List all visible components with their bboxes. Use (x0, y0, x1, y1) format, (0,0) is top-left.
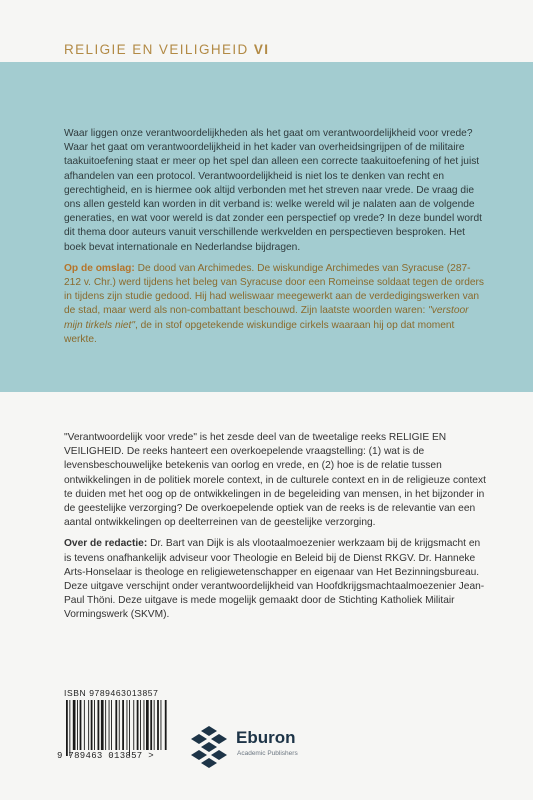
series-header (0, 0, 533, 60)
barcode-bar (88, 700, 89, 750)
barcode-bar (150, 700, 152, 750)
barcode-bar (144, 700, 145, 750)
publisher-name: Eburon (236, 728, 296, 747)
isbn-label: ISBN 9789463013857 (64, 688, 159, 698)
barcode-bar (77, 700, 78, 750)
barcode-digits: 9 789463 013857 > (57, 751, 154, 761)
barcode-bar (98, 700, 100, 750)
barcode-bar (140, 700, 141, 750)
barcode-bar (122, 700, 124, 750)
barcode (64, 700, 168, 758)
barcode-bar (80, 700, 82, 750)
barcode-bar (105, 700, 106, 750)
series-volume: VI (253, 42, 270, 57)
barcode-bar (111, 700, 112, 750)
barcode-bar (84, 700, 85, 750)
editors-label: Over de redactie: (64, 538, 148, 550)
barcode-bar (73, 700, 76, 750)
cover-note-quote: "verstoor mijn tirkels niet" (64, 305, 469, 331)
barcode-bar (129, 700, 130, 756)
publisher-subtitle: Academic Publishers (237, 750, 298, 757)
series-name: RELIGIE EN VEILIGHEID (64, 42, 249, 57)
description-text (64, 431, 488, 630)
cover-note-text-2: , de in stof opgetekende wiskundige cirkels waaraan hij op dat moment werkte. (64, 319, 455, 345)
barcode-bar (94, 700, 95, 750)
blurb-intro: Waar liggen onze verantwoordelijkheden als het gaat om verantwoordelijkheid voor vrede? Waar het gaat om verantwoordelijkheid in het kader van overheidsingrijpen of de militaire taakuitoefening staat er meer op het spel dan alleen een correcte taakuitoefening of het juist afhandelen van een protocol. Verantwoordelijkheid is niet los te denken van recht en gerechtigheid, en is hiermee ook altijd verbonden met het streven naar vrede. De vraag die ons allen gesteld kan worden in dit verband is: welke wereld wil je nalaten aan de volgende generaties, en wat voor wereld is dat zonder een perspectief op vrede? In deze bundel wordt dit thema door auteurs vanuit verschillende werkvelden en perspectieven besproken. Het boek bevat internationale en Nederlandse bijdragen. (64, 128, 482, 253)
barcode-bar (133, 700, 134, 750)
barcode-bar (154, 700, 155, 750)
barcode-bar (127, 700, 128, 750)
editors-paragraph (64, 537, 488, 622)
barcode-bar (137, 700, 139, 750)
barcode-bar (161, 700, 162, 750)
cover-note-label: Op de omslag: (64, 262, 135, 274)
barcode-bar (91, 700, 93, 750)
barcode-bar (66, 700, 68, 756)
barcode-bar (119, 700, 120, 750)
barcode-bar (115, 700, 117, 750)
barcode-bar (165, 700, 167, 750)
series-description: "Verantwoordelijk voor vrede" is het zesde deel van de tweetalige reeks RELIGIE EN VEILIGHEID. De reeks hanteert een overkoepelende vraagstelling: (1) wat is de levensbeschouwelijke betekenis van oorlog en vrede, en (2) hoe is de relatie tussen ontwikkelingen in de politiek morele context, in de culturele context en in de religieuze context te duiden met het oog op de ontwikkelingen in de begeleiding van mensen, in het bijzonder in de geestelijke verzorging? De overkoepelende optiek van de reeks is de relevantie van een aantal ontwikkelingen op deelterreinen van de geestelijke verzorging. (64, 432, 486, 529)
cover-note-text-1: De dood van Archimedes. De wiskundige Archimedes van Syracuse (287-212 v. Chr.) werd tijdens het beleg van Syracuse door een Romeinse soldaat tegen de orders in tijdens zijn studie gedood. Hij had weliswaar meegewerkt aan de verdedigingswerken van de stad, maar werd als non-combattant beschouwd. Zijn laatste woorden waren: (64, 262, 485, 317)
barcode-bar (157, 700, 159, 750)
barcode-bar (146, 700, 149, 750)
barcode-bar (109, 700, 110, 750)
barcode-bar (101, 700, 104, 750)
cover-note (64, 262, 484, 347)
editors-text: Dr. Bart van Dijk is als vlootaalmoezenier werkzaam bij de krijgsmacht en is tevens onafhankelijk adviseur voor Theologie en Beleid bij de Dienst RKGV. Dr. Hanneke Arts-Honselaar is theologe en religiewetenschapper en eigenaar van Het Bezinningsbureau. Deze uitgave verschijnt onder verantwoordelijkheid van Hoofdkrijgsmachtaalmoezenier Jean-Paul Thöni. Deze uitgave is mede mogelijk gemaakt door de Stichting Katholiek Militair Vormingswerk (SKVM). (64, 538, 485, 621)
blurb-text (64, 127, 484, 354)
series-title (64, 42, 269, 57)
publisher-logo-icon (187, 724, 231, 768)
barcode-bar (69, 700, 70, 756)
